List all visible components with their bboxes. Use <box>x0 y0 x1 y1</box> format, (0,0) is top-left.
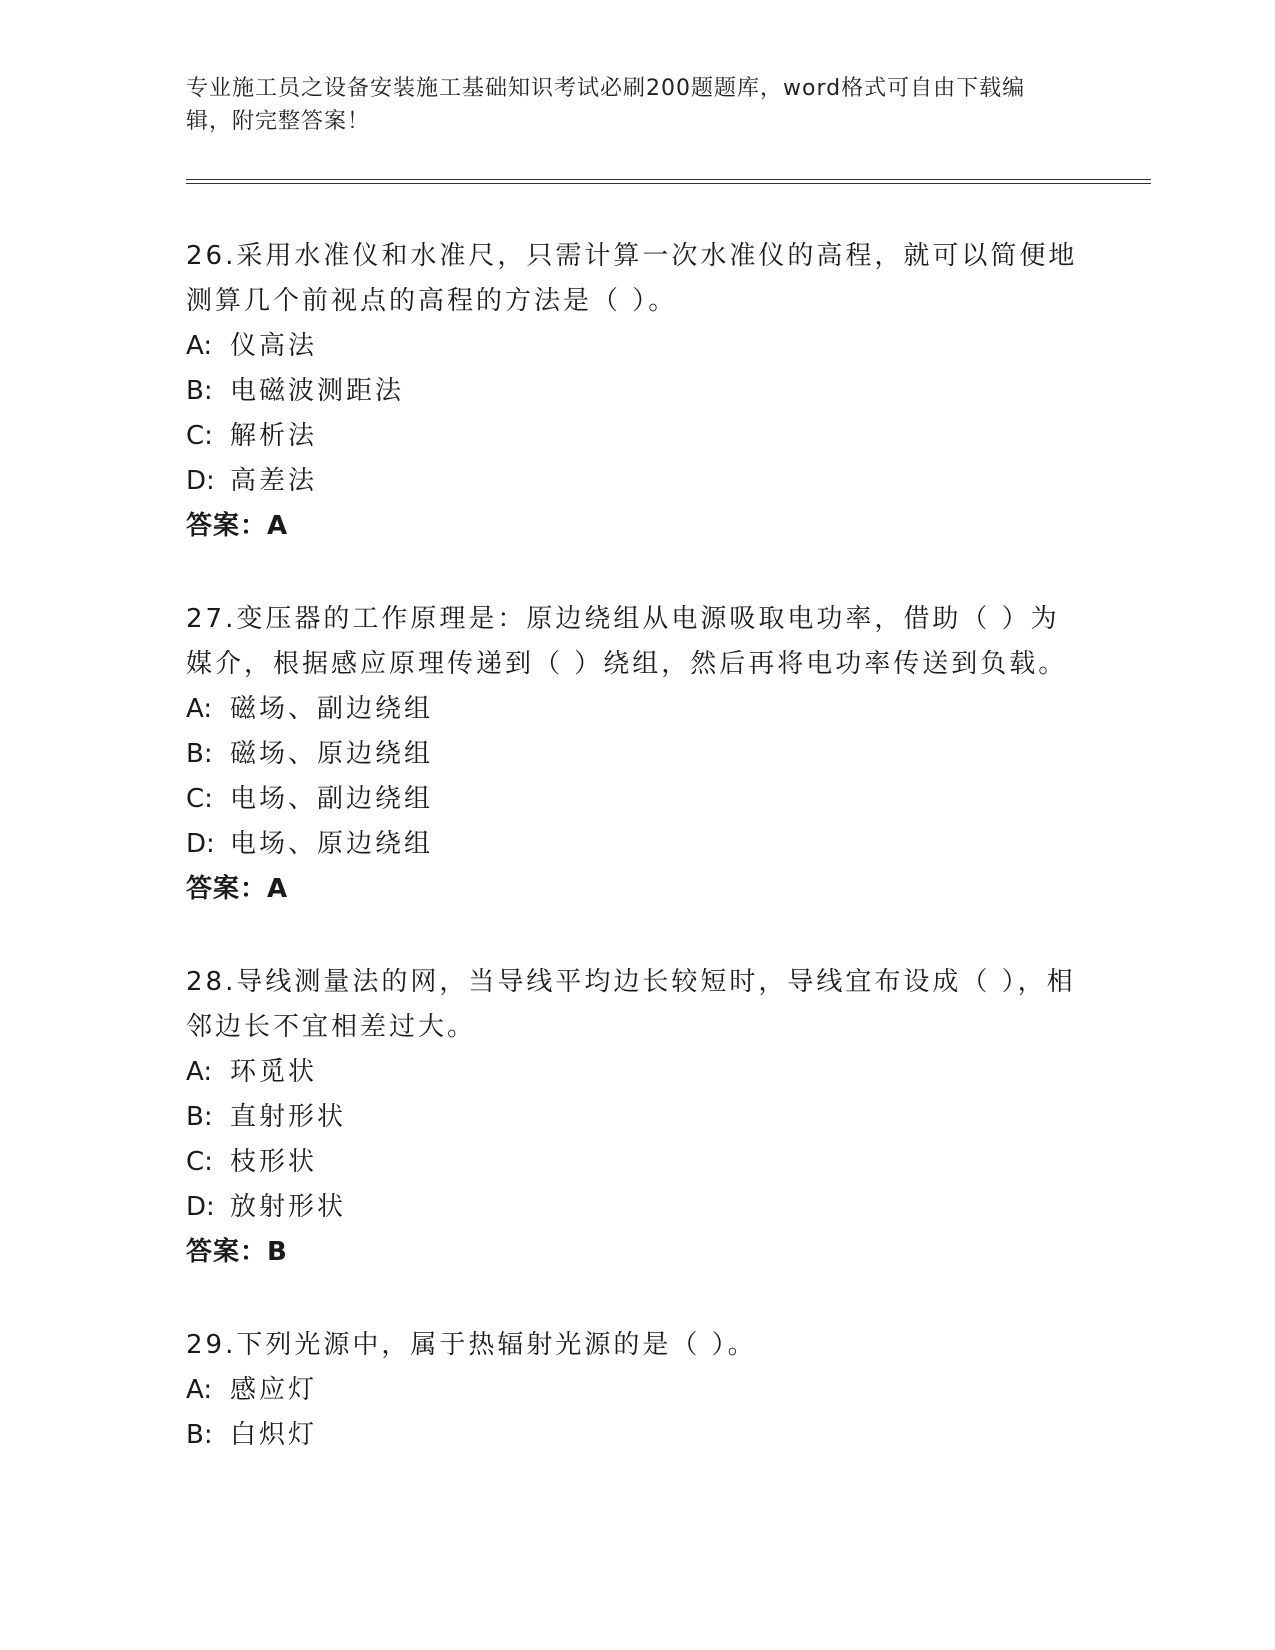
document-header: 专业施工员之设备安装施工基础知识考试必刷200题题库，word格式可自由下载编辑，附完整答案！ <box>186 76 1026 134</box>
option-letter: C: <box>186 784 213 814</box>
option-a <box>186 324 1086 369</box>
option-text: 仪高法 <box>230 331 318 361</box>
option-c <box>186 1140 1086 1185</box>
option-text: 高差法 <box>230 466 318 496</box>
option-d <box>186 459 1086 504</box>
question-27 <box>186 597 1086 912</box>
question-stem: 26.采用水准仪和水准尺，只需计算一次水准仪的高程，就可以简便地测算几个前视点的高程的方法是（ ）。 <box>186 241 1078 316</box>
option-letter: B: <box>186 739 213 769</box>
option-text: 直射形状 <box>230 1102 347 1132</box>
option-text: 枝形状 <box>230 1147 318 1177</box>
option-letter: C: <box>186 421 213 451</box>
question-stem: 27.变压器的工作原理是：原边绕组从电源吸取电功率，借助（ ）为媒介，根据感应原理传递到（ ）绕组，然后再将电功率传送到负载。 <box>186 604 1068 679</box>
option-text: 磁场、原边绕组 <box>230 739 434 769</box>
option-b <box>186 732 1086 777</box>
option-a <box>186 1368 1086 1413</box>
option-letter: A: <box>186 1057 213 1087</box>
answer-line: 答案：A <box>186 874 289 904</box>
option-d <box>186 1185 1086 1230</box>
option-letter: D: <box>186 1192 215 1222</box>
option-c <box>186 777 1086 822</box>
question-26 <box>186 234 1086 549</box>
option-letter: D: <box>186 466 215 496</box>
answer-line: 答案：A <box>186 511 289 541</box>
option-letter: A: <box>186 331 213 361</box>
option-text: 电场、原边绕组 <box>230 829 434 859</box>
option-a <box>186 687 1086 732</box>
option-letter: B: <box>186 376 213 406</box>
question-29 <box>186 1323 1086 1458</box>
answer-line: 答案：B <box>186 1237 288 1267</box>
option-b <box>186 1413 1086 1458</box>
option-d <box>186 822 1086 867</box>
option-letter: A: <box>186 1375 213 1405</box>
option-text: 磁场、副边绕组 <box>230 694 434 724</box>
option-text: 解析法 <box>230 421 318 451</box>
option-text: 环觅状 <box>230 1057 318 1087</box>
option-b <box>186 1095 1086 1140</box>
question-28 <box>186 960 1086 1275</box>
option-text: 白炽灯 <box>230 1420 318 1450</box>
option-letter: C: <box>186 1147 213 1177</box>
option-c <box>186 414 1086 459</box>
option-letter: B: <box>186 1102 213 1132</box>
option-letter: A: <box>186 694 213 724</box>
option-text: 放射形状 <box>230 1192 347 1222</box>
option-text: 电磁波测距法 <box>230 376 405 406</box>
option-letter: B: <box>186 1420 213 1450</box>
header-divider-top <box>186 179 1151 180</box>
question-stem: 28.导线测量法的网，当导线平均边长较短时，导线宜布设成（ ），相邻边长不宜相差过大。 <box>186 967 1076 1042</box>
option-a <box>186 1050 1086 1095</box>
option-b <box>186 369 1086 414</box>
option-letter: D: <box>186 829 215 859</box>
option-text: 感应灯 <box>230 1375 318 1405</box>
header-divider-bottom <box>186 183 1151 184</box>
option-text: 电场、副边绕组 <box>230 784 434 814</box>
question-stem: 29.下列光源中，属于热辐射光源的是（ ）。 <box>186 1330 757 1360</box>
